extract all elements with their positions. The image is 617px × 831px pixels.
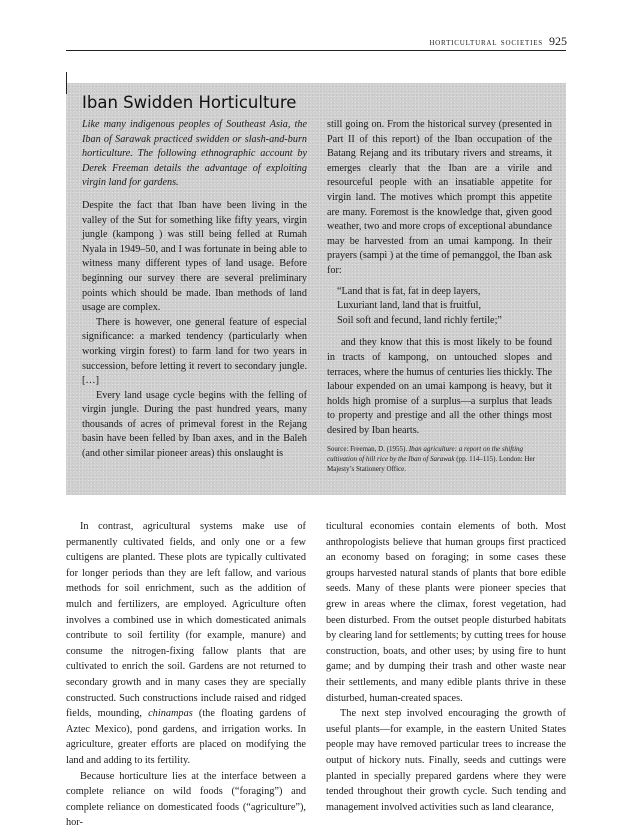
sidebar-intro: Like many indigenous peoples of Southeast Asia, the Iban of Sarawak practiced swidden or slash-and-burn horticulture. The following ethnographic account by Derek Freeman details the advantage of exploiting virgin land for gardens. <box>82 119 307 189</box>
sidebar-paragraph: Every land usage cycle begins with the felling of virgin jungle. During the past hundred years, many thousands of acres of primeval forest in the Rejang basin have been felled by Iban axes, and in the Baleh (and other similar pioneer areas) this onslaught is <box>82 389 307 460</box>
source-suffix: (pp. 114–115). London: Her Majesty’s Stationery Office. <box>327 455 535 474</box>
source-prefix: Source: Freeman, D. (1955). <box>327 445 409 454</box>
sidebar-source <box>327 444 552 474</box>
body-paragraph: The next step involved encouraging the growth of useful plants—for example, in the eastern United States people may have removed particular trees to increase the output of hickory nuts. Finally, seeds and cuttings were planted in specially prepared gardens where they were tended throughout their growth cycle. Such tending and management involved activities such as land clearance, <box>326 708 566 813</box>
body-text: In contrast, agricultural systems make use of permanently cultivated fields, and only one or a few cultigens are planted. These plots are typically cultivated for longer periods than they are left fallow, and various methods for soil enrichment, such as the addition of mulch and fertilizers, are employed. Agriculture often involves a combined use in which domesticated animals contribute to soil fertility (for example, manure) and consume the nitrogen-fixing fallow plants that are cultivated to enrich the soil. Gardens are not returned to secondary growth and in many cases they are specially constructed. Such constructions include raised and ridged fields, mounding, <box>66 521 306 720</box>
poem-line: “Land that is fat, fat in deep layers, <box>337 285 481 297</box>
body-paragraph: Because horticulture lies at the interface between a complete reliance on wild foods (“foraging”) and complete reliance on domesticated foods (“agriculture”), hor- <box>66 770 306 829</box>
body-paragraph <box>66 519 306 769</box>
body-text: (the floating gardens of Aztec Mexico), pond gardens, and irrigation works. In agriculture, greater efforts are placed on modifying the land and adding to its fertility. <box>66 708 306 766</box>
sidebar-columns <box>82 118 552 474</box>
body-column-left <box>66 519 306 831</box>
sidebar-paragraph: There is however, one general feature of especial significance: a marked tendency (particularly when working virgin forest) to farm land for two years in succession, before letting it revert to secondary jungle. […] <box>82 316 307 387</box>
running-head <box>429 34 567 49</box>
running-title: horticultural societies <box>429 37 543 48</box>
body-emphasis: chinampas <box>148 708 193 720</box>
poem-line: Luxuriant land, land that is fruitful, <box>337 300 482 312</box>
sidebar-paragraph: Despite the fact that Iban have been living in the valley of the Sut for something like fifty years, virgin jungle (kampong ) was still being felled at Rumah Nyala in 1949–50, and I was fortunate in being able to witness many different types of land usage. Before beginning our survey there are several preliminary points which should be made. Iban methods of land usage are complex. <box>82 199 307 314</box>
sidebar-marker-rule <box>66 72 67 94</box>
sidebar-title: Iban Swidden Horticulture <box>82 93 297 112</box>
sidebar-paragraph: still going on. From the historical survey (presented in Part II of this report) of the Iban occupation of the Batang Rejang and its tributary rivers and streams, it emerges clearly that the Iban are a virile and resourceful people with an insatiable appetite for virgin land. The motives which prompt this appetite are many. Foremost is the knowledge that, given good weather, two and more crops of exceptional abundance may be harvested from an umai kampong. In their prayers (sampi ) at the time of pemanggol, the Iban ask for: <box>327 119 552 276</box>
body-paragraph: ticultural economies contain elements of both. Most anthropologists believe that human groups first practiced an economy based on foraging; in some cases these groups harvested natural stands of plants that bore edible seeds. Many of these plants were pioneer species that grew in areas where the climax, forest vegetation, had been disturbed. From the outset people disturbed habitats by clearing land for settlements; by cutting trees for house construction, boats, and other uses; by using fire to hunt game; and by dumping their trash and other waste near their settlements, and many edible plants thrive in these disturbed, human-created spaces. <box>326 521 566 704</box>
sidebar-paragraph: and they know that this is most likely to be found in tracts of kampong, on untouched slopes and terraces, where the humus of centuries lies thickly. The labour expended on an umai kampong is heavy, but it holds high promise of a surplus—a surplus that leads to property and prestige and all the other things most desired by Iban hearts. <box>327 337 552 436</box>
body-column-right <box>326 519 566 831</box>
poem-line: Soil soft and fecund, land richly fertile;” <box>337 314 502 326</box>
sidebar-box <box>66 83 566 495</box>
header-rule <box>66 50 566 51</box>
page-number: 925 <box>549 34 567 48</box>
sidebar-column-right <box>327 118 552 474</box>
source-title: Iban agriculture: a report on the shifting cultivation of hill rice by the Iban of Sarawak <box>327 445 524 464</box>
sidebar-poem <box>337 285 552 329</box>
sidebar-column-left <box>82 118 307 474</box>
body-columns <box>66 519 566 831</box>
